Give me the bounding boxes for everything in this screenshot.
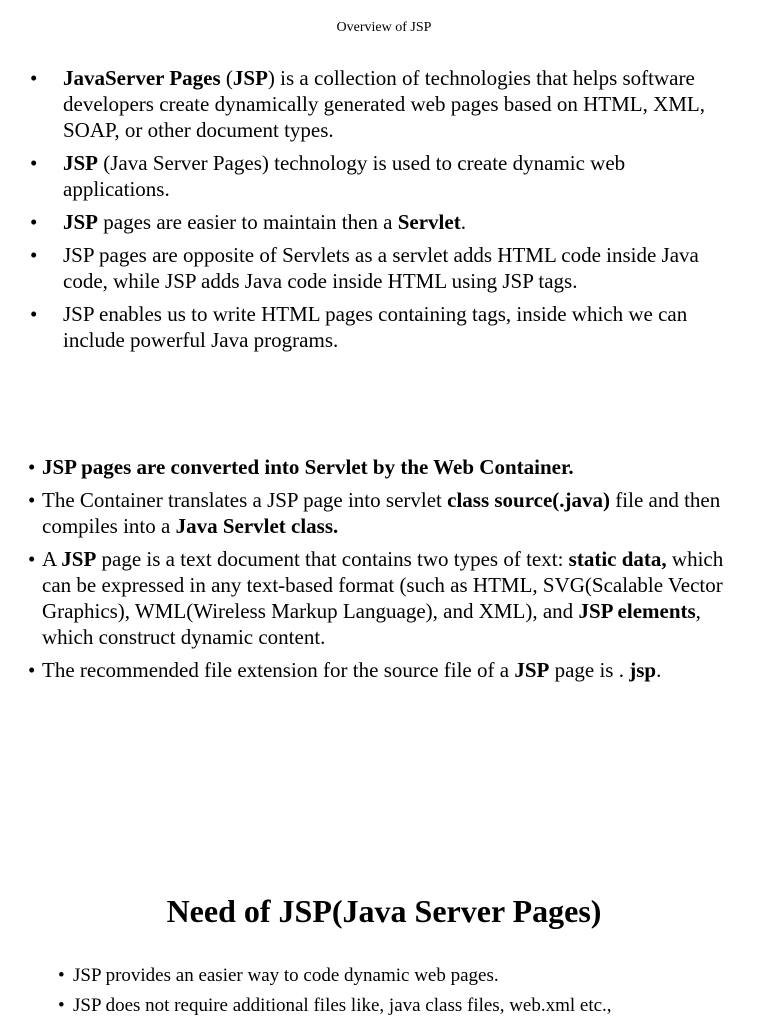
text-run: JSP does not require additional files like, java class files, web.xml etc., (73, 995, 612, 1016)
bold-text: Java Servlet class. (175, 514, 339, 538)
text-run: file and then compiles into a (42, 488, 721, 538)
bold-text: static data, (568, 547, 667, 571)
text-run: JSP enables us to write HTML pages containing tags, inside which we can include powerful Java programs. (63, 302, 688, 352)
list-item (58, 993, 738, 1019)
list-item (28, 546, 743, 650)
list-item (30, 150, 730, 202)
text-run: ) is a collection of technologies that helps software developers create dynamically generated web pages based on HTML, XML, SOAP, or other document types. (63, 66, 706, 142)
bold-text: JSP elements (578, 599, 696, 623)
list-item (28, 487, 743, 539)
list-item (30, 301, 730, 353)
bold-text: JSP (61, 547, 97, 571)
list-item (30, 242, 730, 294)
text-run: . (656, 658, 662, 682)
bold-text: Servlet (397, 210, 461, 234)
list-item (28, 657, 743, 683)
bullet-marker: • (30, 66, 38, 90)
text-run: The recommended file extension for the source file of a (42, 658, 515, 682)
text-run: page is a text document that contains two types of text: (96, 547, 569, 571)
list-item (30, 209, 730, 235)
bullet-marker: • (58, 995, 65, 1016)
text-run: , which construct dynamic content. (42, 599, 701, 649)
need-bullet-list (58, 963, 738, 1023)
container-bullet-list (28, 454, 743, 690)
bold-text: JSP (63, 210, 99, 234)
text-run: JSP pages are opposite of Servlets as a servlet adds HTML code inside Java code, while JSP adds Java code inside HTML using JSP tags. (63, 243, 699, 293)
text-run: A (42, 547, 62, 571)
list-item (58, 963, 738, 989)
list-item (30, 65, 730, 143)
bullet-marker: • (28, 455, 36, 479)
bullet-marker: • (30, 210, 38, 234)
bullet-marker: • (28, 658, 36, 682)
list-item (28, 454, 743, 480)
bold-text: jsp (629, 658, 657, 682)
text-run: pages are easier to maintain then a (98, 210, 398, 234)
bullet-marker: • (28, 488, 36, 512)
text-run: ( (220, 66, 233, 90)
bold-text: JSP (63, 151, 99, 175)
text-run: (Java Server Pages) technology is used to create dynamic web applications. (63, 151, 626, 201)
need-of-jsp-heading: Need of JSP(Java Server Pages) (166, 893, 602, 929)
text-run: which can be expressed in any text-based format (such as HTML, SVG(Scalable Vector Graphics), WML(Wireless Markup Language), and XML), and (42, 547, 724, 623)
bold-text: JSP (232, 66, 268, 90)
text-run: page is . (549, 658, 630, 682)
text-run: . (460, 210, 466, 234)
text-run: The Container translates a JSP page into servlet (42, 488, 448, 512)
bullet-marker: • (30, 151, 38, 175)
bullet-marker: • (30, 302, 38, 326)
page-title: Overview of JSP (336, 20, 432, 35)
bold-text: JSP (514, 658, 550, 682)
bullet-marker: • (58, 965, 65, 986)
bullet-marker: • (28, 547, 36, 571)
bullet-marker: • (30, 243, 38, 267)
bold-text: JavaServer Pages (63, 66, 221, 90)
bold-text: class source(.java) (447, 488, 611, 512)
overview-bullet-list (30, 65, 730, 360)
bold-text: JSP pages are converted into Servlet by the Web Container. (42, 455, 574, 479)
text-run: JSP provides an easier way to code dynamic web pages. (73, 965, 499, 986)
